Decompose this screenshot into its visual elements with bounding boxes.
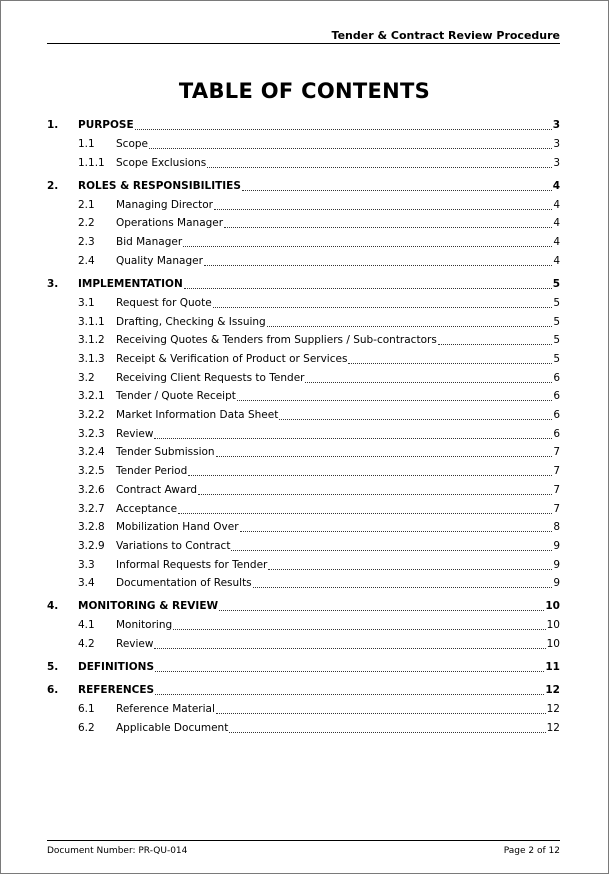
toc-entry-label: ROLES & RESPONSIBILITIES: [78, 179, 241, 192]
toc-dot-leader: [204, 265, 552, 266]
toc-entry-page: 3: [553, 156, 560, 169]
toc-entry-label: Managing Director: [116, 198, 214, 211]
toc-entry-number: 6.2: [78, 721, 95, 734]
toc-entry[interactable]: [47, 408, 560, 422]
toc-dot-leader: [183, 246, 552, 247]
toc-entry-page: 9: [553, 539, 560, 552]
toc-entry-number: 5.: [47, 661, 59, 673]
toc-entry-number: 6.: [47, 684, 59, 696]
toc-entry-label: Operations Manager: [116, 217, 224, 230]
toc-dot-leader: [178, 513, 552, 514]
toc-entry-number: 3.2.5: [78, 465, 105, 478]
toc-entry[interactable]: [47, 277, 560, 291]
toc-entry[interactable]: [47, 702, 560, 716]
toc-dot-leader: [155, 694, 544, 695]
toc-dot-leader: [237, 400, 552, 401]
toc-entry-page: 7: [553, 483, 560, 496]
toc-dot-leader: [149, 148, 552, 149]
toc-dot-leader: [214, 209, 552, 210]
toc-entry[interactable]: [47, 333, 560, 347]
toc-entry-page: 3: [553, 138, 560, 150]
toc-entry-label: Mobilization Hand Over: [116, 521, 239, 534]
toc-entry-number: 6.1: [78, 703, 95, 715]
toc-entry-label: Bid Manager: [116, 236, 183, 249]
toc-entry[interactable]: [47, 156, 560, 170]
toc-entry-number: 4.2: [78, 638, 95, 650]
toc-dot-leader: [173, 629, 545, 630]
toc-entry-label: Receiving Quotes & Tenders from Suppliers / Sub-contractors: [116, 334, 437, 347]
toc-entry-number: 4.1: [78, 619, 95, 632]
toc-entry-page: 8: [553, 521, 560, 534]
toc-entry[interactable]: [47, 137, 560, 151]
toc-entry-label: Scope Exclusions: [116, 156, 207, 169]
toc-entry-number: 2.3: [78, 236, 95, 249]
toc-entry[interactable]: [47, 118, 560, 132]
toc-entry-label: Applicable Document: [116, 721, 229, 734]
page-footer: [47, 840, 560, 856]
toc-entry-label: Tender / Quote Receipt: [116, 390, 236, 403]
toc-dot-leader: [155, 671, 544, 672]
toc-dot-leader: [348, 363, 552, 364]
toc-entry-number: 1.1.1: [78, 156, 105, 169]
toc-entry-page: 5: [553, 352, 560, 365]
toc-entry[interactable]: [47, 427, 560, 441]
toc-entry-page: 11: [545, 661, 560, 673]
toc-entry[interactable]: [47, 721, 560, 735]
toc-dot-leader: [213, 307, 553, 308]
toc-entry-label: Acceptance: [116, 502, 178, 515]
toc-entry-number: 3.3: [78, 558, 95, 571]
toc-entry-page: 6: [553, 409, 560, 421]
toc-entry[interactable]: [47, 558, 560, 572]
toc-entry-number: 3.: [47, 277, 59, 290]
toc-entry[interactable]: [47, 502, 560, 516]
toc-entry-label: Documentation of Results: [116, 577, 252, 590]
toc-entry-label: Tender Submission: [116, 446, 215, 459]
toc-entry-label: Tender Period: [116, 465, 188, 478]
toc-dot-leader: [268, 569, 552, 570]
header-title: Tender & Contract Review Procedure: [331, 29, 560, 42]
toc-entry-number: 3.1.2: [78, 334, 105, 347]
toc-entry-label: Monitoring: [116, 619, 173, 632]
toc-dot-leader: [279, 419, 552, 420]
toc-entry-page: 4: [553, 217, 560, 230]
toc-entry-label: Drafting, Checking & Issuing: [116, 315, 266, 328]
toc-dot-leader: [216, 456, 553, 457]
toc-entry-page: 4: [553, 254, 560, 267]
page-number: Page 2 of 12: [503, 846, 560, 856]
toc-entry-label: DEFINITIONS: [78, 661, 155, 673]
toc-entry-page: 5: [553, 296, 560, 309]
toc-entry[interactable]: [47, 371, 560, 385]
toc-entry-label: Contract Award: [116, 483, 198, 496]
toc-entry[interactable]: [47, 618, 560, 632]
toc-entry-label: Reference Material: [116, 703, 215, 715]
toc-entry[interactable]: [47, 637, 560, 651]
toc-entry-page: 5: [553, 334, 560, 347]
toc-dot-leader: [242, 190, 552, 191]
toc-dot-leader: [184, 288, 552, 289]
toc-entry-number: 3.2.1: [78, 390, 105, 403]
toc-entry[interactable]: [47, 483, 560, 497]
toc-dot-leader: [229, 732, 545, 733]
toc-entry[interactable]: [47, 445, 560, 459]
toc-entry-label: Review: [116, 427, 154, 440]
toc-entry-number: 3.2.8: [78, 521, 105, 534]
toc-entry-label: Receiving Client Requests to Tender: [116, 371, 305, 384]
toc-entry-label: Review: [116, 638, 154, 650]
toc-dot-leader: [219, 610, 544, 611]
toc-entry[interactable]: [47, 576, 560, 590]
toc-entry-number: 3.2.2: [78, 409, 105, 421]
toc-entry[interactable]: [47, 235, 560, 249]
toc-entry-page: 10: [546, 619, 560, 632]
toc-entry-page: 9: [553, 577, 560, 590]
toc-entry-page: 10: [545, 600, 560, 613]
toc-entry-label: Scope: [116, 138, 148, 150]
toc-entry[interactable]: [47, 660, 560, 674]
toc-entry-page: 3: [552, 119, 560, 131]
toc-heading: TABLE OF CONTENTS: [178, 79, 431, 103]
document-number: Document Number: PR-QU-014: [47, 846, 188, 856]
toc-entry-number: 1.1: [78, 138, 95, 150]
toc-entry-number: 3.2.3: [78, 427, 105, 440]
toc-entry-label: REFERENCES: [78, 684, 155, 696]
toc-entry-number: 4.: [47, 600, 59, 613]
toc-dot-leader: [253, 587, 553, 588]
toc-entry-page: 6: [553, 427, 560, 440]
toc-dot-leader: [216, 713, 546, 714]
toc-entry-label: Informal Requests for Tender: [116, 558, 268, 571]
toc-dot-leader: [198, 494, 552, 495]
toc-dot-leader: [207, 167, 552, 168]
toc-entry-page: 10: [546, 638, 560, 650]
toc-entry-number: 3.1.3: [78, 352, 105, 365]
toc-entry-number: 1.: [47, 119, 59, 131]
toc-entry-number: 3.2.6: [78, 483, 105, 496]
toc-entry-label: IMPLEMENTATION: [78, 277, 183, 290]
toc-entry[interactable]: [47, 539, 560, 553]
toc-entry-page: 7: [553, 502, 560, 515]
toc-entry[interactable]: [47, 179, 560, 193]
toc-entry-page: 7: [553, 465, 560, 478]
toc-entry-number: 2.1: [78, 198, 95, 211]
toc-entry-label: Quality Manager: [116, 254, 203, 267]
toc-entry-page: 5: [552, 277, 560, 290]
toc-entry[interactable]: [47, 296, 560, 310]
toc-entry[interactable]: [47, 683, 560, 697]
toc-entry[interactable]: [47, 315, 560, 329]
toc-dot-leader: [135, 129, 552, 130]
toc-entry[interactable]: [47, 216, 560, 230]
toc-entry-number: 2.2: [78, 217, 95, 230]
toc-entry[interactable]: [47, 198, 560, 212]
toc-entry-number: 2.: [47, 179, 59, 192]
toc-entry-label: Receipt & Verification of Product or Services: [116, 352, 348, 365]
toc-dot-leader: [224, 227, 552, 228]
toc-entry-page: 12: [546, 721, 560, 734]
toc-entry-page: 4: [553, 236, 560, 249]
toc-dot-leader: [305, 382, 552, 383]
toc-entry-label: PURPOSE: [78, 119, 134, 131]
toc-entry-page: 12: [545, 684, 560, 696]
toc-entry-page: 6: [553, 390, 560, 403]
toc-entry-number: 3.2.4: [78, 446, 105, 459]
toc-entry-number: 2.4: [78, 254, 95, 267]
toc-dot-leader: [240, 531, 553, 532]
toc-entry-page: 6: [553, 371, 560, 384]
toc-dot-leader: [188, 475, 552, 476]
toc-dot-leader: [231, 550, 552, 551]
toc-entry-page: 12: [546, 703, 560, 715]
toc-entry-page: 4: [553, 198, 560, 211]
toc-entry-number: 3.4: [78, 577, 95, 590]
toc-dot-leader: [154, 648, 545, 649]
toc-entry-label: Variations to Contract: [116, 539, 231, 552]
toc-entry[interactable]: [47, 599, 560, 613]
toc-entry-number: 3.2.9: [78, 539, 105, 552]
toc-entry-number: 3.1.1: [78, 315, 105, 328]
toc-entry[interactable]: [47, 254, 560, 268]
toc-entry-number: 3.1: [78, 296, 95, 309]
toc-entry-label: MONITORING & REVIEW: [78, 600, 219, 613]
toc-entry-page: 4: [552, 179, 560, 192]
toc-entry[interactable]: [47, 520, 560, 534]
toc-dot-leader: [154, 438, 552, 439]
toc-entry[interactable]: [47, 464, 560, 478]
toc-entry-label: Market Information Data Sheet: [116, 409, 279, 421]
toc-entry-page: 5: [553, 315, 560, 328]
toc-dot-leader: [438, 344, 553, 345]
page-header: [47, 29, 560, 44]
toc-entry[interactable]: [47, 389, 560, 403]
toc-entry-number: 3.2.7: [78, 502, 105, 515]
toc-dot-leader: [267, 326, 553, 327]
toc-entry-page: 9: [553, 558, 560, 571]
toc-entry-page: 7: [553, 446, 560, 459]
toc-entry-label: Request for Quote: [116, 296, 212, 309]
toc-entry-number: 3.2: [78, 371, 95, 384]
toc-entry[interactable]: [47, 352, 560, 366]
